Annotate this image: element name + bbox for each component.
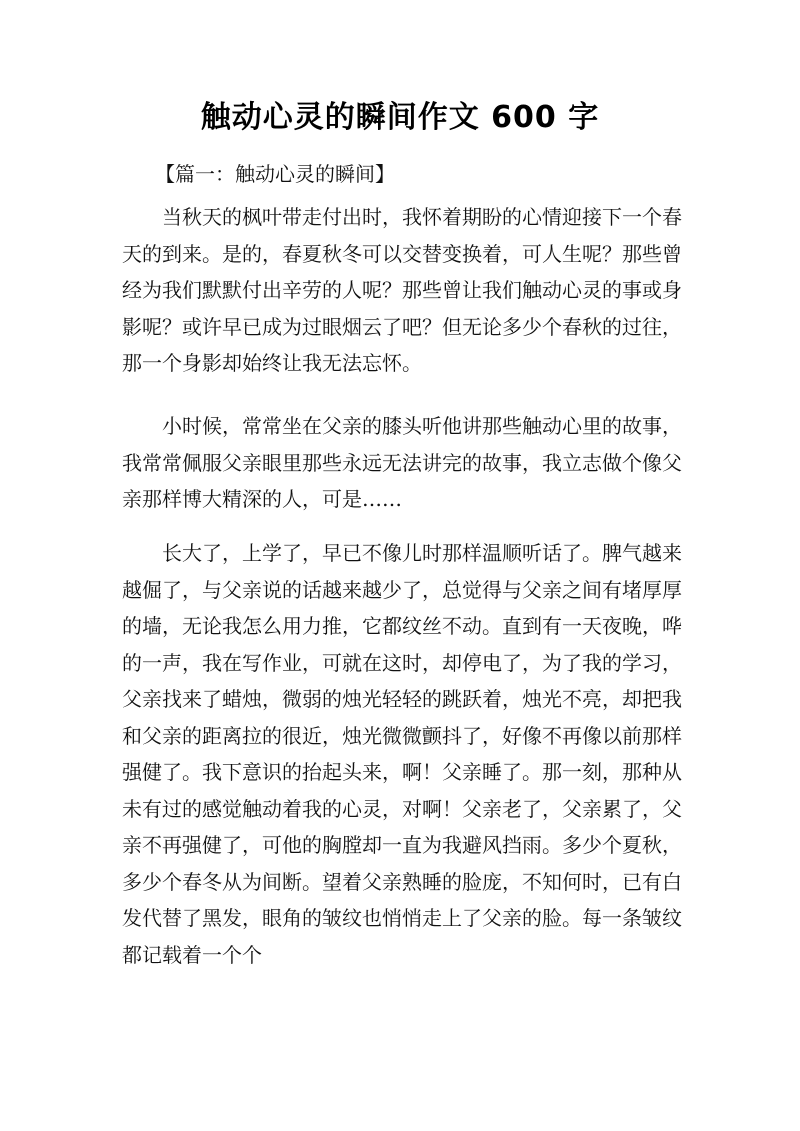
paragraph-3: 长大了，上学了，早已不像儿时那样温顺听话了。脾气越来越倔了，与父亲说的话越来越少了，总觉得与父亲之间有堵厚厚的墙，无论我怎么用力推，它都纹丝不动。直到有一天夜晚，哗的一声，我在写作业，可就在这时，却停电了，为了我的学习，父亲找来了蜡烛，微弱的烛光轻轻的跳跃着，烛光不亮，却把我和父亲的距离拉的很近，烛光微微颤抖了，好像不再像以前那样强健了。我下意识的抬起头来，啊！父亲睡了。那一刻，那种从未有过的感觉触动着我的心灵，对啊！父亲老了，父亲累了，父亲不再强健了，可他的胸膛却一直为我避风挡雨。多少个夏秋，多少个春冬从为间断。望着父亲熟睡的脸庞，不知何时，已有白发代替了黑发，眼角的皱纹也悄悄走上了父亲的脸。每一条皱纹都记载着一个个 (122, 541, 682, 967)
section-heading: 【篇一：触动心灵的瞬间】 (155, 162, 395, 186)
paragraph-1: 当秋天的枫叶带走付出时，我怀着期盼的心情迎接下一个春天的到来。是的，春夏秋冬可以交替变换着，可人生呢？那些曾经为我们默默付出辛劳的人呢？那些曾让我们触动心灵的事或身影呢？或许早已成为过眼烟云了吧？但无论多少个春秋的过往，那一个身影却始终让我无法忘怀。 (122, 205, 682, 375)
paragraph-2: 小时候，常常坐在父亲的膝头听他讲那些触动心里的故事，我常常佩服父亲眼里那些永远无法讲完的故事，我立志做个像父亲那样博大精深的人，可是…… (122, 414, 682, 511)
document-title: 触动心灵的瞬间作文 600 字 (200, 100, 600, 135)
